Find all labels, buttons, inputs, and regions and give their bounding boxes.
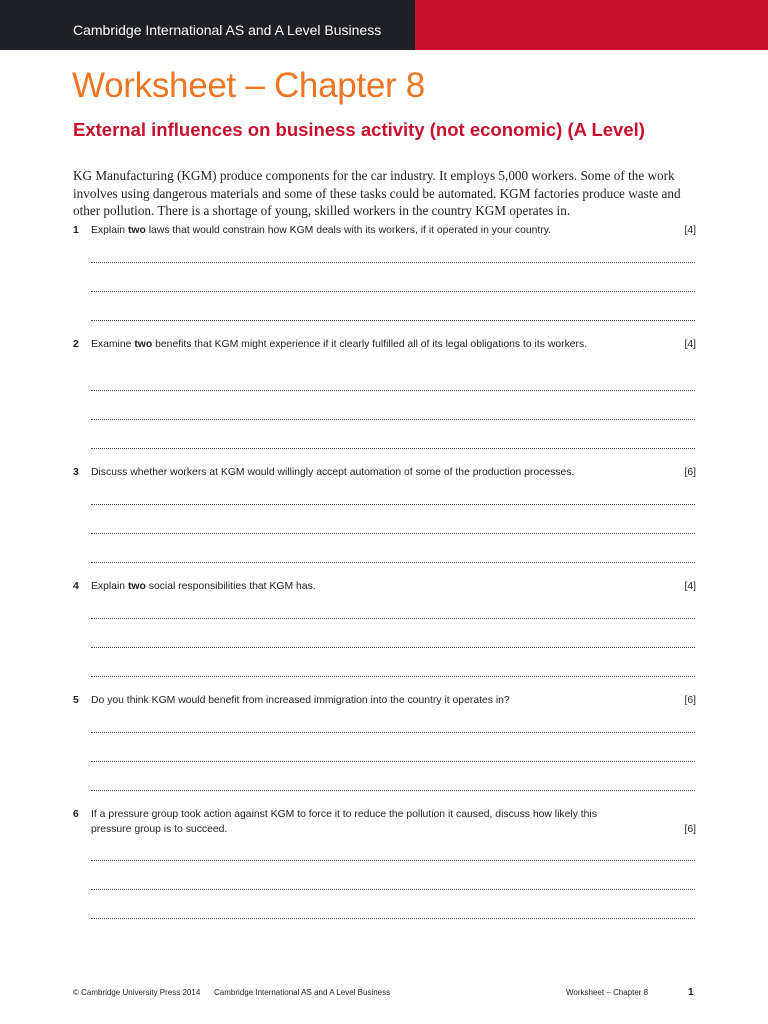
header-band bbox=[0, 0, 768, 50]
answer-line[interactable] bbox=[91, 562, 695, 563]
footer-worksheet-title: Worksheet – Chapter 8 bbox=[566, 988, 649, 997]
answer-line[interactable] bbox=[91, 390, 695, 391]
question-number: 1 bbox=[73, 225, 79, 236]
page-footer bbox=[0, 988, 768, 1002]
answer-line[interactable] bbox=[91, 419, 695, 420]
answer-line[interactable] bbox=[91, 647, 695, 648]
question-5 bbox=[73, 694, 696, 709]
footer-book-title: Cambridge International AS and A Level Business bbox=[214, 988, 391, 997]
page-number: 1 bbox=[688, 987, 694, 998]
question-marks: [4] bbox=[684, 339, 696, 350]
answer-line[interactable] bbox=[91, 732, 695, 733]
answer-line[interactable] bbox=[91, 860, 695, 861]
question-header bbox=[73, 580, 696, 595]
question-marks: [6] bbox=[684, 823, 696, 835]
case-study-intro: KG Manufacturing (KGM) produce components for the car industry. It employs 5,000 workers. Some of the work involves using dangerous materials and some of these tasks could be automated. KGM factories produce waste and other pollution. There is a shortage of young, skilled workers in the country KGM operates in. bbox=[73, 168, 681, 218]
question-number: 5 bbox=[73, 695, 79, 706]
answer-line[interactable] bbox=[91, 320, 695, 321]
footer-copyright: © Cambridge University Press 2014 bbox=[73, 988, 201, 997]
worksheet-title: Worksheet – Chapter 8 bbox=[72, 66, 425, 105]
answer-line[interactable] bbox=[91, 790, 695, 791]
question-1 bbox=[73, 224, 696, 239]
question-6 bbox=[73, 808, 696, 837]
question-text: Examine two benefits that KGM might experience if it clearly fulfilled all of its legal obligations to its workers. bbox=[91, 339, 588, 350]
answer-line[interactable] bbox=[91, 262, 695, 263]
question-marks: [6] bbox=[684, 695, 696, 706]
question-marks: [4] bbox=[684, 225, 696, 236]
question-number: 2 bbox=[73, 339, 79, 350]
question-text: Do you think KGM would benefit from increased immigration into the country it operates in? bbox=[91, 695, 510, 706]
answer-line[interactable] bbox=[91, 291, 695, 292]
answer-line[interactable] bbox=[91, 676, 695, 677]
question-header bbox=[73, 224, 696, 239]
header-title: Cambridge International AS and A Level Business bbox=[73, 22, 382, 38]
question-number: 3 bbox=[73, 467, 79, 478]
worksheet-subtitle: External influences on business activity (not economic) (A Level) bbox=[73, 119, 645, 140]
question-header bbox=[73, 466, 696, 481]
answer-line[interactable] bbox=[91, 918, 695, 919]
question-2 bbox=[73, 338, 696, 353]
question-text: If a pressure group took action against KGM to force it to reduce the pollution it caused, discuss how likely this pressure group is to succeed. bbox=[91, 809, 597, 835]
question-number: 4 bbox=[73, 581, 79, 592]
question-header bbox=[73, 694, 696, 709]
question-text: Explain two social responsibilities that KGM has. bbox=[91, 581, 316, 592]
question-marks: [4] bbox=[684, 581, 696, 592]
question-header bbox=[73, 338, 696, 353]
question-header bbox=[73, 808, 696, 837]
header-accent-block bbox=[415, 0, 768, 50]
answer-line[interactable] bbox=[91, 761, 695, 762]
answer-line[interactable] bbox=[91, 889, 695, 890]
answer-line[interactable] bbox=[91, 448, 695, 449]
question-3 bbox=[73, 466, 696, 481]
answer-line[interactable] bbox=[91, 618, 695, 619]
question-4 bbox=[73, 580, 696, 595]
header-dark-block bbox=[0, 0, 415, 50]
question-number: 6 bbox=[73, 809, 79, 820]
question-marks: [6] bbox=[684, 467, 696, 478]
answer-line[interactable] bbox=[91, 504, 695, 505]
question-text: Discuss whether workers at KGM would willingly accept automation of some of the production processes. bbox=[91, 467, 575, 478]
answer-line[interactable] bbox=[91, 533, 695, 534]
question-text: Explain two laws that would constrain how KGM deals with its workers, if it operated in your country. bbox=[91, 225, 552, 236]
